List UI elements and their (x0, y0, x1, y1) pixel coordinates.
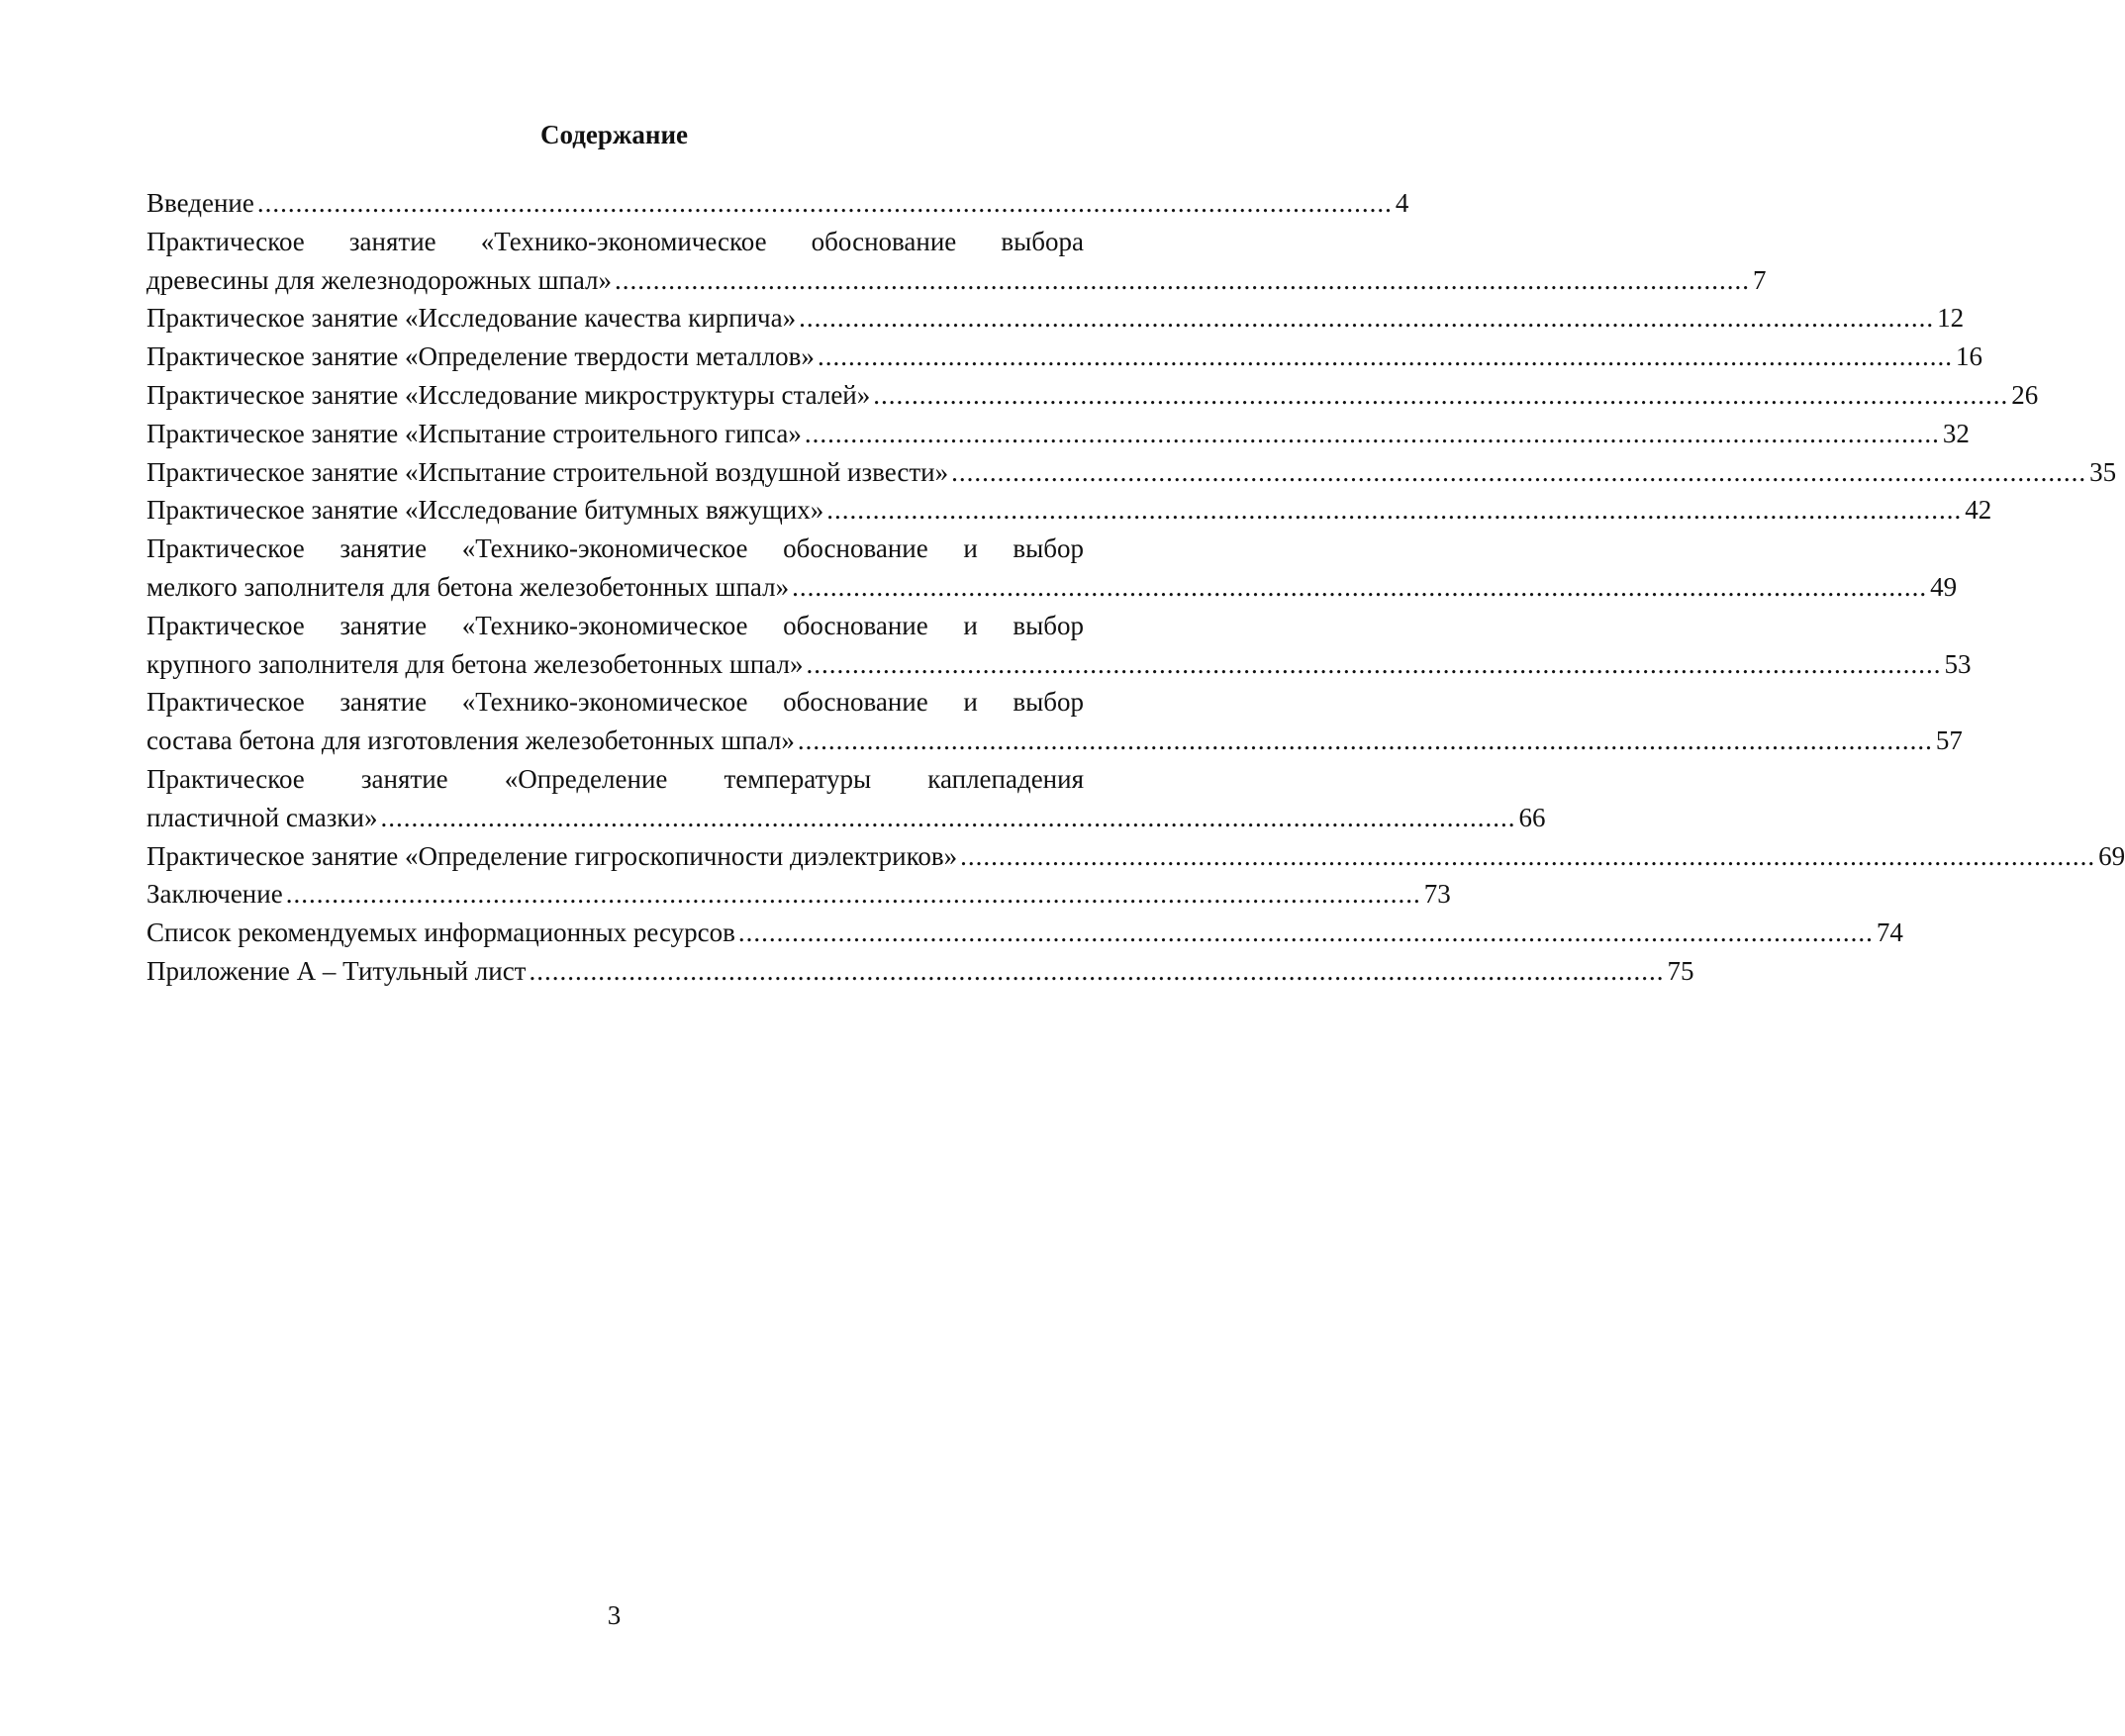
toc-entry-text: Практическое занятие «Испытание строительного гипса» (146, 418, 802, 448)
dot-leader: .................................................................................................................................................... (792, 571, 1928, 602)
toc-entry[interactable] (146, 875, 1451, 914)
toc-entry-page: 12 (1937, 303, 1965, 334)
toc-entry[interactable] (146, 607, 1972, 684)
toc-entry-text: Введение (146, 188, 254, 218)
toc-entry[interactable] (146, 338, 1982, 376)
toc-entry-text: Практическое занятие «Испытание строительной воздушной извести» (146, 456, 949, 487)
toc-entry-text: крупного заполнителя для бетона железобетонных шпал» (146, 648, 804, 679)
toc-entry-lead: Практическое занятие «Технико-экономическое обоснование и выбор (146, 687, 1084, 718)
toc-entry-text: состава бетона для изготовления железобетонных шпал» (146, 725, 795, 756)
dot-leader: .................................................................................................................................................... (873, 379, 2009, 410)
toc-entry[interactable] (146, 491, 1992, 530)
toc-entry-text: мелкого заполнителя для бетона железобетонных шпал» (146, 571, 790, 602)
toc-entry-page: 53 (1944, 648, 1972, 679)
toc-entry-text: Список рекомендуемых информационных ресурсов (146, 917, 735, 948)
dot-leader: .................................................................................................................................................... (529, 955, 1665, 986)
toc-entry-page: 26 (2011, 379, 2039, 410)
toc-entry-text: Заключение (146, 879, 283, 910)
toc-entry[interactable] (146, 453, 2117, 492)
page-title: Содержание (539, 120, 689, 149)
dot-leader: .................................................................................................................................................... (797, 725, 1933, 756)
toc-entry[interactable] (146, 760, 1546, 837)
toc-entry-text: Практическое занятие «Определение гигроскопичности диэлектриков» (146, 840, 958, 871)
toc-entry-page: 73 (1423, 879, 1451, 910)
toc-entry-page: 74 (1876, 917, 1903, 948)
toc-entry-text: Приложение А – Титульный лист (146, 955, 527, 986)
toc-entry-text: Практическое занятие «Исследование микроструктуры сталей» (146, 379, 871, 410)
dot-leader: .................................................................................................................................................... (826, 495, 1963, 526)
toc-entry-page: 49 (1930, 571, 1958, 602)
toc-entry[interactable] (146, 952, 1694, 991)
toc-entry[interactable] (146, 683, 1963, 760)
dot-leader: .................................................................................................................................................... (806, 648, 1942, 679)
toc-entry[interactable] (146, 184, 1409, 223)
toc-entry[interactable] (146, 530, 1958, 607)
toc-entry-text: Практическое занятие «Исследование битумных вяжущих» (146, 495, 824, 526)
toc-entry-text: Практическое занятие «Определение твердости металлов» (146, 341, 815, 372)
toc-entry-page: 32 (1942, 418, 1970, 448)
toc-entry-lead: Практическое занятие «Определение температуры каплепадения (146, 763, 1084, 794)
dot-leader: .................................................................................................................................................... (380, 802, 1516, 832)
toc-entry[interactable] (146, 415, 1970, 453)
toc-entry-page: 69 (2098, 840, 2125, 871)
dot-leader: .................................................................................................................................................... (285, 879, 1421, 910)
toc-entry-page: 16 (1955, 341, 1982, 372)
toc-entry-text: пластичной смазки» (146, 802, 378, 832)
page-number: 3 (607, 1600, 622, 1630)
toc-entry-page: 35 (2089, 456, 2117, 487)
toc-entry-text: Практическое занятие «Исследование качества кирпича» (146, 303, 797, 334)
toc-entry[interactable] (146, 223, 1767, 300)
dot-leader: .................................................................................................................................................... (256, 188, 1393, 218)
dot-leader: .................................................................................................................................................... (817, 341, 1953, 372)
toc-entry-page: 42 (1965, 495, 1992, 526)
toc-entry-lead: Практическое занятие «Технико-экономическое обоснование выбора (146, 226, 1084, 256)
toc-entry-page: 4 (1395, 188, 1409, 218)
toc-entry-lead: Практическое занятие «Технико-экономическое обоснование и выбор (146, 610, 1084, 640)
dot-leader: .................................................................................................................................................... (960, 840, 2096, 871)
dot-leader: .................................................................................................................................................... (737, 917, 1874, 948)
toc-entry-page: 7 (1753, 264, 1767, 295)
toc-entry-text: древесины для железнодорожных шпал» (146, 264, 613, 295)
dot-leader: .................................................................................................................................................... (615, 264, 1751, 295)
toc-entry[interactable] (146, 914, 1903, 952)
dot-leader: .................................................................................................................................................... (951, 456, 2087, 487)
toc-entry-page: 57 (1935, 725, 1963, 756)
toc-entry-page: 66 (1518, 802, 1546, 832)
toc-entry[interactable] (146, 376, 2039, 415)
table-of-contents (146, 184, 2125, 991)
toc-entry-page: 75 (1667, 955, 1694, 986)
dot-leader: .................................................................................................................................................... (799, 303, 1935, 334)
dot-leader: .................................................................................................................................................... (804, 418, 1940, 448)
toc-entry[interactable] (146, 299, 1965, 338)
toc-entry-lead: Практическое занятие «Технико-экономическое обоснование и выбор (146, 533, 1084, 564)
toc-entry[interactable] (146, 837, 2125, 876)
